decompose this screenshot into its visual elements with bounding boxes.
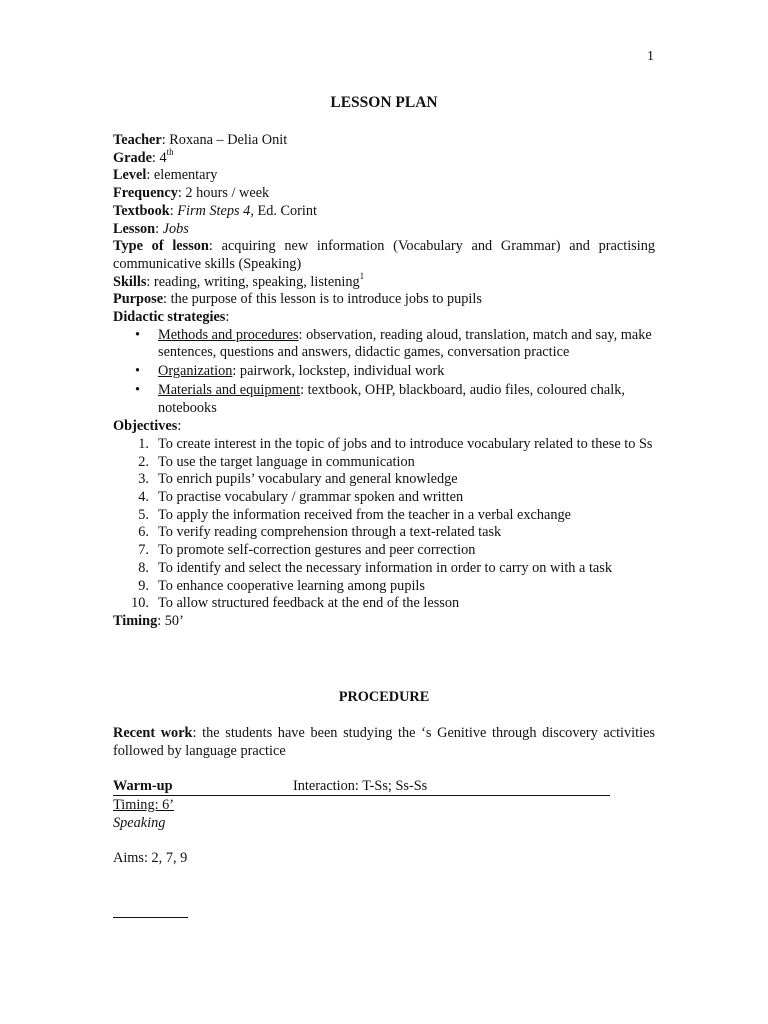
- list-item: [113, 560, 655, 578]
- objective-text: To practise vocabulary / grammar spoken and written: [158, 489, 464, 506]
- objective-text: To identify and select the necessary information in order to carry on with a task: [158, 559, 612, 576]
- objective-number: 8.: [138, 559, 149, 576]
- lesson-label: Lesson: [113, 220, 156, 237]
- warmup-label: Warm-up: [113, 778, 173, 794]
- strategy-text: : pairwork, lockstep, individual work: [232, 363, 445, 380]
- objectives-label: Objectives: [113, 418, 178, 435]
- type-value: : acquiring new information (Vocabulary and Grammar) and practising communicative skills (Speaking): [113, 238, 655, 272]
- list-item: [113, 327, 655, 362]
- objective-number: 5.: [138, 506, 149, 523]
- page-number: 1: [647, 49, 654, 64]
- objective-number: 7.: [138, 542, 149, 559]
- objective-text: To allow structured feedback at the end of the lesson: [158, 595, 460, 612]
- textbook-title: Firm Steps 4: [177, 202, 251, 219]
- lesson-sep: :: [155, 220, 163, 237]
- recent-work-label: Recent work: [113, 725, 193, 741]
- type-row: [113, 238, 655, 273]
- list-item: [113, 436, 655, 454]
- list-item: [113, 489, 655, 507]
- list-item: [113, 454, 655, 472]
- textbook-label: Textbook: [113, 202, 170, 219]
- strategy-label: Materials and equipment: [158, 381, 301, 398]
- timing-value: : 50’: [157, 612, 184, 629]
- objectives-row: [113, 418, 655, 436]
- level-value: : elementary: [146, 167, 218, 184]
- warmup-header: [113, 778, 610, 796]
- recent-work: [113, 725, 655, 760]
- grade-row: [113, 146, 655, 168]
- objective-number: 3.: [138, 471, 149, 488]
- teacher-value: : Roxana – Delia Onit: [161, 132, 288, 148]
- list-item: [113, 595, 655, 613]
- list-item: [113, 542, 655, 560]
- objective-number: 4.: [138, 489, 149, 506]
- warmup-aims: Aims: 2, 7, 9: [113, 850, 188, 866]
- textbook-row: [113, 203, 655, 221]
- teacher-row: [113, 132, 655, 150]
- grade-label: Grade: [113, 149, 152, 166]
- purpose-value: : the purpose of this lesson is to introduce jobs to pupils: [163, 291, 482, 308]
- strategy-text: : textbook, OHP, blackboard, audio files, coloured chalk, notebooks: [158, 381, 625, 416]
- level-row: [113, 167, 655, 185]
- page-title: LESSON PLAN: [330, 94, 438, 111]
- lesson-details: [113, 132, 655, 631]
- objective-number: 10.: [131, 595, 149, 612]
- footnote-divider: [113, 917, 188, 918]
- type-label: Type of lesson: [113, 238, 209, 255]
- didactic-row: [113, 309, 655, 327]
- warmup-details: [113, 797, 655, 832]
- recent-work-value: : the students have been studying the ‘s Genitive through discovery activities followed by language practice: [113, 725, 655, 759]
- teacher-label: Teacher: [113, 132, 162, 148]
- warmup-timing: Timing: 6’: [113, 797, 175, 813]
- didactic-colon: :: [225, 309, 230, 326]
- objective-text: To promote self-correction gestures and peer correction: [158, 542, 476, 559]
- footnote-ref: 1: [359, 270, 365, 281]
- frequency-value: : 2 hours / week: [177, 185, 270, 202]
- procedure-heading: PROCEDURE: [338, 689, 430, 705]
- purpose-row: [113, 291, 655, 309]
- skills-row: [113, 270, 655, 292]
- skills-value: : reading, writing, speaking, listening: [146, 273, 360, 290]
- grade-superscript: th: [166, 146, 174, 157]
- frequency-row: [113, 185, 655, 203]
- objective-number: 6.: [138, 524, 149, 541]
- objective-text: To use the target language in communication: [158, 453, 415, 470]
- level-label: Level: [113, 167, 147, 184]
- strategy-label: Methods and procedures: [158, 326, 299, 343]
- textbook-sep: :: [169, 202, 178, 219]
- list-item: [113, 524, 655, 542]
- timing-label: Timing: [113, 612, 158, 629]
- purpose-label: Purpose: [113, 291, 164, 308]
- list-item: [113, 382, 655, 417]
- skills-label: Skills: [113, 273, 147, 290]
- strategies-list: [113, 327, 655, 418]
- warmup-skill: Speaking: [113, 814, 166, 831]
- strategy-label: Organization: [158, 363, 233, 380]
- lesson-value: Jobs: [162, 220, 189, 237]
- didactic-label: Didactic strategies: [113, 309, 226, 326]
- objective-number: 2.: [138, 453, 149, 470]
- textbook-rest: , Ed. Corint: [250, 202, 318, 219]
- list-item: [113, 363, 655, 381]
- bullet-icon: •: [135, 381, 141, 398]
- objective-text: To create interest in the topic of jobs and to introduce vocabulary related to these to Ss: [158, 435, 653, 452]
- objective-text: To enrich pupils’ vocabulary and general knowledge: [158, 471, 458, 488]
- lesson-row: [113, 221, 655, 239]
- grade-value: : 4: [151, 149, 167, 166]
- list-item: [113, 507, 655, 525]
- objective-text: To apply the information received from the teacher in a verbal exchange: [158, 506, 572, 523]
- objective-text: To enhance cooperative learning among pupils: [158, 577, 425, 594]
- strategy-text: : observation, reading aloud, translation, match and say, make sentences, questions and answers, didactic games, conversation practice: [158, 326, 652, 361]
- warmup-interaction: Interaction: T-Ss; Ss-Ss: [293, 778, 428, 794]
- objective-number: 9.: [138, 577, 149, 594]
- frequency-label: Frequency: [113, 185, 178, 202]
- bullet-icon: •: [135, 363, 141, 380]
- bullet-icon: •: [135, 326, 141, 343]
- list-item: [113, 578, 655, 596]
- objective-number: 1.: [138, 435, 149, 452]
- objective-text: To verify reading comprehension through a text-related task: [158, 524, 502, 541]
- list-item: [113, 471, 655, 489]
- objectives-colon: :: [177, 418, 182, 435]
- objectives-list: [113, 436, 655, 613]
- timing-row: [113, 613, 655, 631]
